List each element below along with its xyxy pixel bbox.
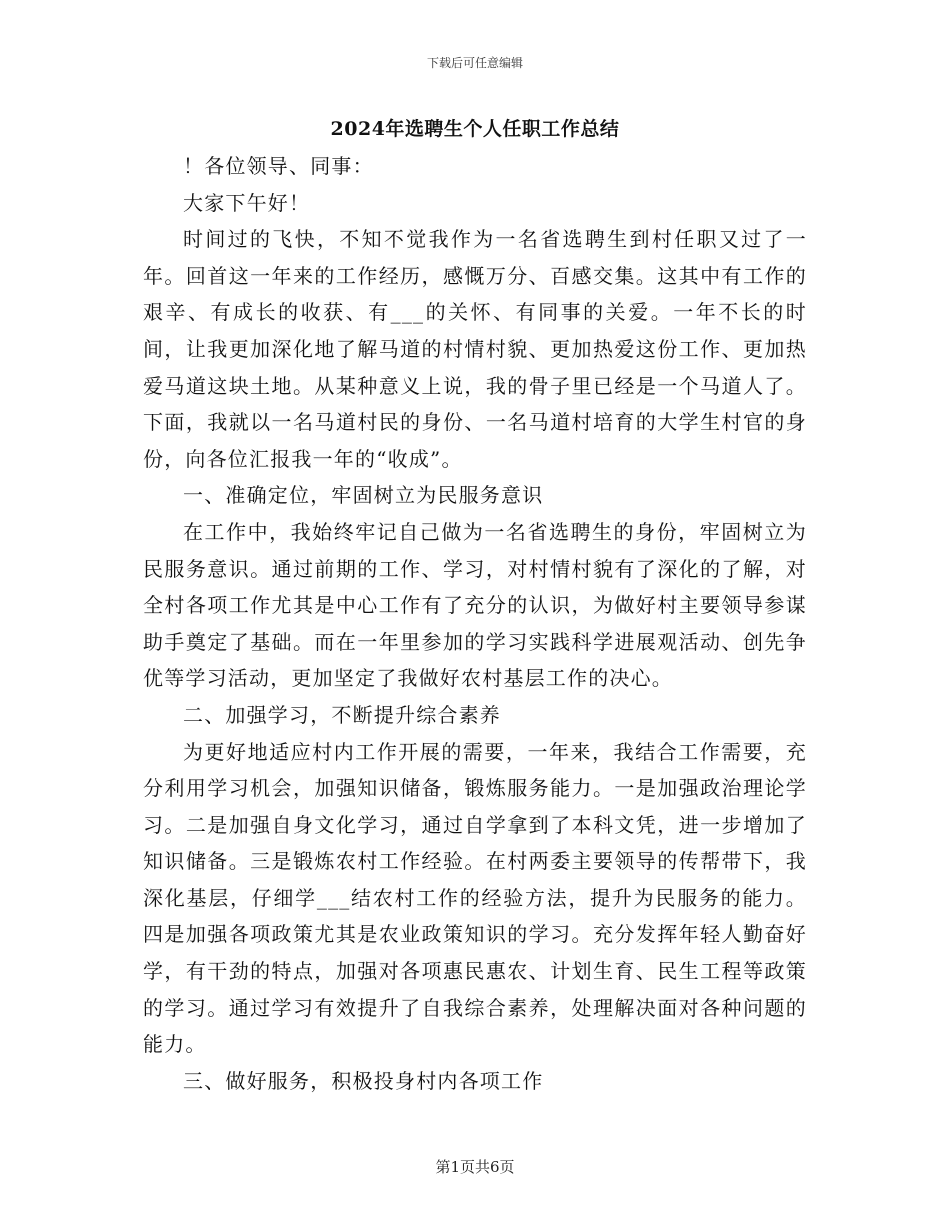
document-body bbox=[143, 148, 807, 1099]
page-number-footer: 第1页共6页 bbox=[435, 1158, 515, 1176]
section-heading-3: 三、做好服务，积极投身村内各项工作 bbox=[183, 1068, 544, 1093]
paragraph-section-2: 为更好地适应村内工作开展的需要，一年来，我结合工作需要，充分利用学习机会，加强知识储备，锻炼服务能力。一是加强政治理论学习。二是加强自身文化学习，通过自学拿到了本科文凭，进一步增加了知识储备。三是锻炼农村工作经验。在村两委主要领导的传帮带下，我深化基层，仔细学___结农村工作的经验方法，提升为民服务的能力。四是加强各项政策尤其是农业政策知识的学习。充分发挥年轻人勤奋好学，有干劲的特点，加强对各项惠民惠农、计划生育、民生工程等政策的学习。通过学习有效提升了自我综合素养，处理解决面对各种问题的能力。 bbox=[143, 739, 807, 1057]
section-heading-1: 一、准确定位，牢固树立为民服务意识 bbox=[183, 483, 544, 508]
section-heading-2: 二、加强学习，不断提升综合素养 bbox=[183, 702, 501, 727]
document-title: 2024年选聘生个人任职工作总结 bbox=[330, 118, 620, 140]
paragraph-section-1: 在工作中，我始终牢记自己做为一名省选聘生的身份，牢固树立为民服务意识。通过前期的工作、学习，对村情村貌有了深化的了解，对全村各项工作尤其是中心工作有了充分的认识，为做好村主要领导参谋助手奠定了基础。而在一年里参加的学习实践科学进展观活动、创先争优等学习活动，更加坚定了我做好农村基层工作的决心。 bbox=[143, 519, 807, 691]
paragraph-salutation: 大家下午好！ bbox=[183, 190, 311, 215]
paragraph-greeting: ！各位领导、同事： bbox=[183, 154, 374, 178]
paragraph-intro: 时间过的飞快，不知不觉我作为一名省选聘生到村任职又过了一年。回首这一年来的工作经历，感慨万分、百感交集。这其中有工作的艰辛、有成长的收获、有___的关怀、有同事的关爱。一年不长的时间，让我更加深化地了解马道的村情村貌、更加热爱这份工作、更加热爱马道这块土地。从某种意义上说，我的骨子里已经是一个马道人了。下面，我就以一名马道村民的身份、一名马道村培育的大学生村官的身份，向各位汇报我一年的“收成”。 bbox=[143, 227, 807, 471]
header-note: 下载后可任意编辑 bbox=[426, 56, 523, 70]
